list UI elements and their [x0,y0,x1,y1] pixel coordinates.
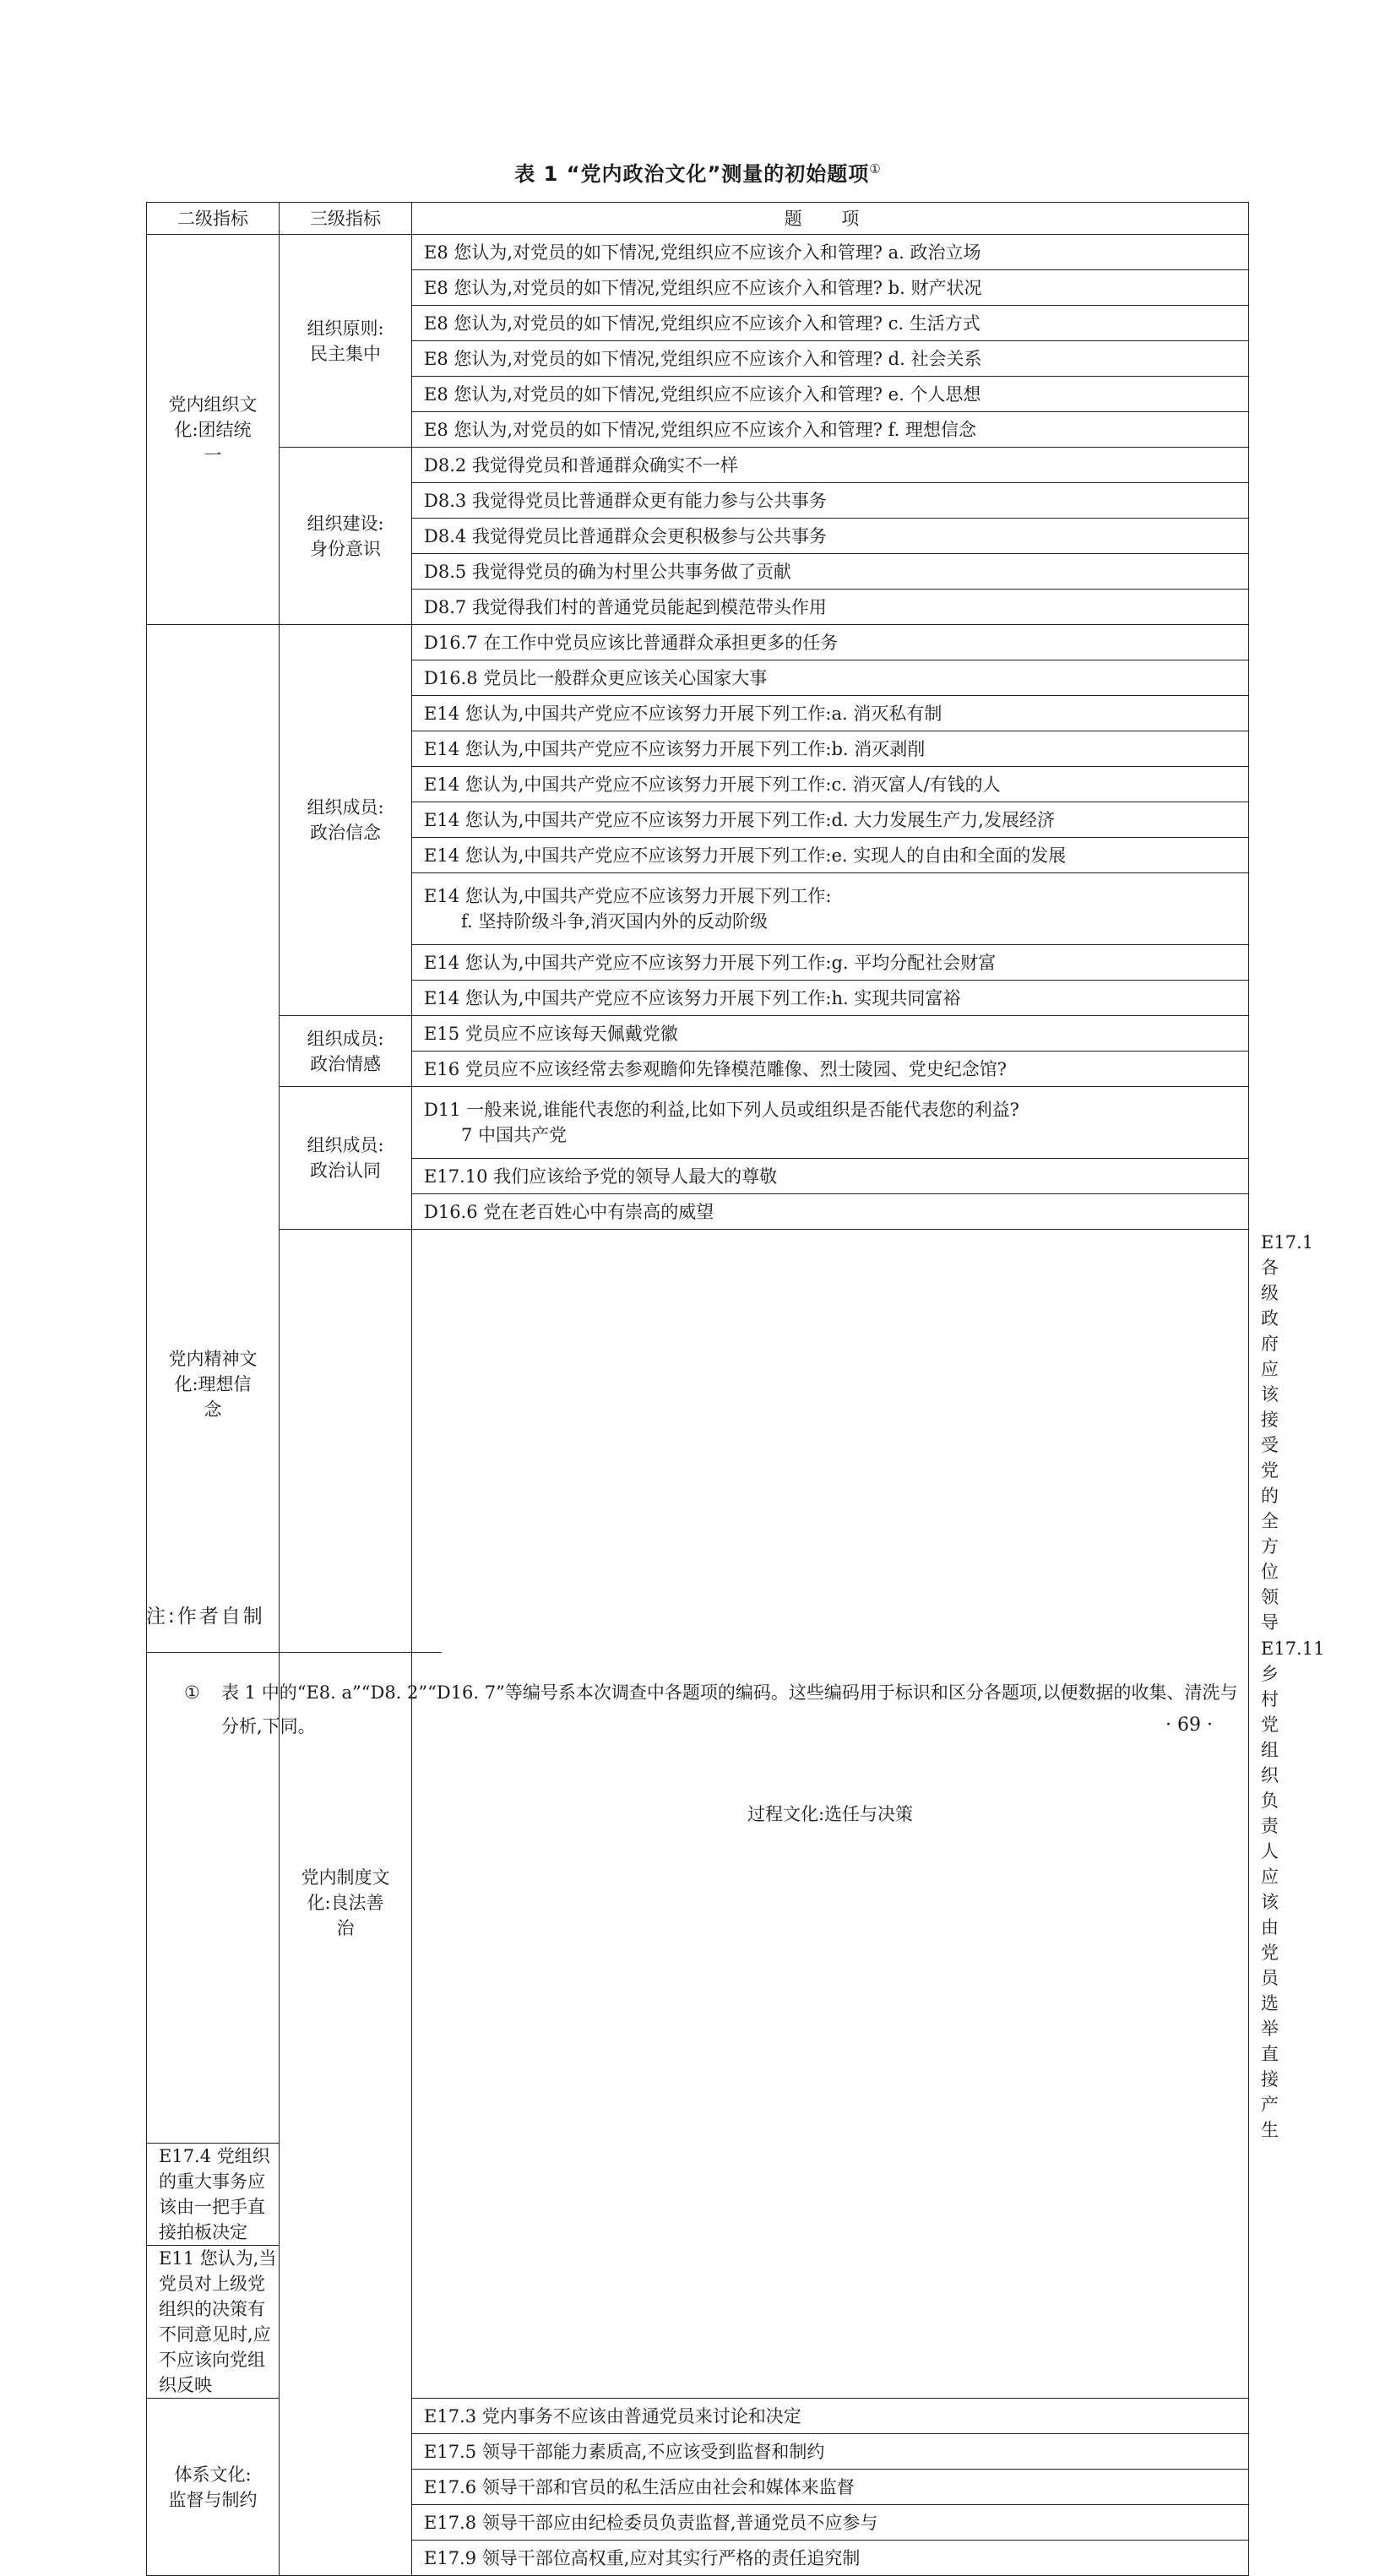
table-row: E17.11 乡村党组织负责人应该由党员选举直接产生 [1261,1639,1325,2140]
item-cell: E14 您认为,中国共产党应不应该努力开展下列工作:h. 实现共同富裕 [412,981,1249,1016]
item-cell: E8 您认为,对党员的如下情况,党组织应不应该介入和管理? d. 社会关系 [412,341,1249,377]
item-cell: E15 党员应不应该每天佩戴党徽 [412,1016,1249,1052]
item-cell: E17.10 我们应该给予党的领导人最大的尊敬 [412,1159,1249,1194]
item-line-2: 7 中国共产党 [461,1125,568,1145]
item-cell: D8.4 我觉得党员比普通群众会更积极参与公共事务 [412,519,1249,554]
table-row [147,448,1249,483]
item-cell [412,1087,1249,1159]
level3-cell: 组织建设:身份意识 [280,448,412,625]
item-cell: E14 您认为,中国共产党应不应该努力开展下列工作:b. 消灭剥削 [412,731,1249,767]
level3-cell: 组织原则:民主集中 [280,235,412,448]
page-number: · 69 · [1165,1715,1213,1736]
item-line-2: f. 坚持阶级斗争,消灭国内外的反动阶级 [461,911,769,932]
item-cell: E8 您认为,对党员的如下情况,党组织应不应该介入和管理? c. 生活方式 [412,306,1249,341]
table-title: 表 1 “党内政治文化”测量的初始题项① [514,161,882,186]
table-row [147,1016,1249,1052]
item-cell: E14 您认为,中国共产党应不应该努力开展下列工作:d. 大力发展生产力,发展经济 [412,802,1249,838]
level2-cell: 党内组织文化:团结统一 [147,235,280,625]
item-cell: D16.7 在工作中党员应该比普通群众承担更多的任务 [412,625,1249,660]
level3-cell: 组织成员:政治认同 [280,1087,412,1230]
item-cell: E17.6 领导干部和官员的私生活应由社会和媒体来监督 [412,2470,1249,2505]
level2-cell: 党内精神文化:理想信念 [147,625,280,2144]
item-cell: E14 您认为,中国共产党应不应该努力开展下列工作:g. 平均分配社会财富 [412,945,1249,981]
items-table [146,202,1325,2576]
title-footnote-mark: ① [869,161,882,177]
item-cell: D8.3 我觉得党员比普通群众更有能力参与公共事务 [412,483,1249,519]
header-level2: 二级指标 [147,203,280,235]
item-cell: E8 您认为,对党员的如下情况,党组织应不应该介入和管理? a. 政治立场 [412,235,1249,270]
item-cell: E17.5 领导干部能力素质高,不应该受到监督和制约 [412,2434,1249,2470]
footnote-mark: ① [184,1682,200,1703]
header-level3: 三级指标 [280,203,412,235]
header-items: 题 项 [412,203,1249,235]
table-note: 注:作者自制 [146,1606,265,1628]
item-cell: D16.6 党在老百姓心中有崇高的威望 [412,1194,1249,1230]
item-cell: E8 您认为,对党员的如下情况,党组织应不应该介入和管理? b. 财产状况 [412,270,1249,306]
item-cell: E8 您认为,对党员的如下情况,党组织应不应该介入和管理? e. 个人思想 [412,377,1249,412]
table-row [147,1087,1249,1159]
item-cell: E11 您认为,当党员对上级党组织的决策有不同意见时,应不应该向党组织反映 [147,2246,280,2399]
item-cell: D16.8 党员比一般群众更应该关心国家大事 [412,660,1249,696]
item-cell: D8.7 我觉得我们村的普通党员能起到模范带头作用 [412,590,1249,625]
item-cell: E8 您认为,对党员的如下情况,党组织应不应该介入和管理? f. 理想信念 [412,412,1249,448]
level3-cell: 体系文化:监督与制约 [147,2399,280,2576]
level3-cell: 过程文化:选任与决策 [412,1230,1249,2399]
item-cell: D8.2 我觉得党员和普通群众确实不一样 [412,448,1249,483]
footnote [186,1676,1250,1743]
footnote-text: 表 1 中的“E8. a”“D8. 2”“D16. 7”等编号系本次调查中各题项的编码。这些编码用于标识和区分各题项,以便数据的收集、清洗与分析,下同。 [221,1682,1238,1736]
table-row [147,625,1249,660]
footnote-divider [146,1652,442,1653]
level3-cell: 组织成员:政治信念 [280,625,412,1016]
item-cell: E14 您认为,中国共产党应不应该努力开展下列工作:c. 消灭富人/有钱的人 [412,767,1249,802]
item-cell: D8.5 我觉得党员的确为村里公共事务做了贡献 [412,554,1249,590]
level2-cell: 党内制度文化:良法善治 [280,1230,412,2576]
item-cell: E16 党员应不应该经常去参观瞻仰先锋模范雕像、烈士陵园、党史纪念馆? [412,1052,1249,1087]
item-cell: E17.8 领导干部应由纪检委员负责监督,普通党员不应参与 [412,2505,1249,2541]
item-cell: E17.3 党内事务不应该由普通党员来讨论和决定 [412,2399,1249,2434]
item-cell: E17.4 党组织的重大事务应该由一把手直接拍板决定 [147,2144,280,2246]
item-cell: E14 您认为,中国共产党应不应该努力开展下列工作:e. 实现人的自由和全面的发展 [412,838,1249,873]
item-line-1: E14 您认为,中国共产党应不应该努力开展下列工作: [424,886,832,906]
item-line-1: D11 一般来说,谁能代表您的利益,比如下列人员或组织是否能代表您的利益? [424,1100,1019,1120]
table-header-row [147,203,1249,235]
item-cell: E17.9 领导干部位高权重,应对其实行严格的责任追究制 [412,2541,1249,2576]
table-row [147,235,1249,270]
item-cell: E14 您认为,中国共产党应不应该努力开展下列工作:a. 消灭私有制 [412,696,1249,731]
item-cell [412,873,1249,945]
table-row: 党内制度文化:良法善治 过程文化:选任与决策 E17.1 各级政府应该接受党的全方位领导 [147,1230,1249,1636]
level3-cell: 组织成员:政治情感 [280,1016,412,1087]
